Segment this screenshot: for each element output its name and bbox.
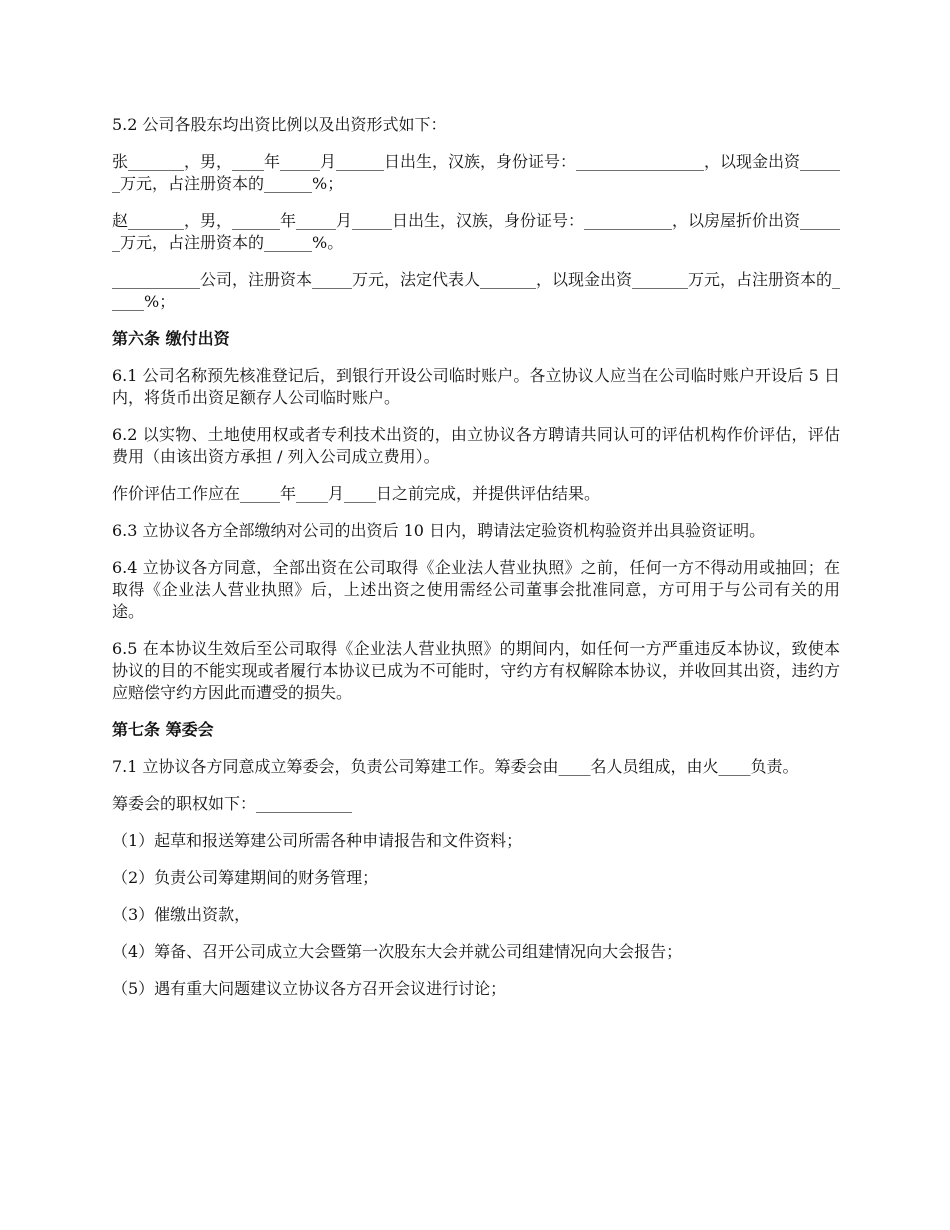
clause-6-1: 6.1 公司名称预先核准登记后，到银行开设公司临时账户。各立协议人应当在公司临时账户开设后 5 日内，将货币出资足额存人公司临时账户。 — [112, 366, 840, 407]
article-6-heading: 第六条 缴付出资 — [112, 329, 230, 348]
valuation-deadline: 作价评估工作应在_____年____月____日之前完成，并提供评估结果。 — [112, 484, 601, 503]
committee-powers-intro: 筹委会的职权如下：____________ — [112, 794, 353, 813]
committee-power-2: （2）负责公司筹建期间的财务管理； — [112, 868, 379, 887]
committee-power-5: （5）遇有重大问题建议立协议各方召开会议进行讨论； — [112, 979, 507, 998]
clause-6-4: 6.4 立协议各方同意，全部出资在公司取得《企业法人营业执照》之前，任何一方不得动用或抽回；在取得《企业法人营业执照》后，上述出资之使用需经公司董事会批准同意，方可用于与公司有关的用途。 — [112, 558, 840, 621]
clause-7-1: 7.1 立协议各方同意成立筹委会，负责公司筹建工作。筹委会由____名人员组成，由火____负责。 — [112, 757, 799, 776]
article-7-heading: 第七条 筹委会 — [112, 720, 214, 739]
shareholder-zhang: 张_______，男，____年_____月______日出生，汉族，身份证号：________________，以现金出资______万元，占注册资本的______%； — [112, 152, 841, 193]
clause-6-2: 6.2 以实物、土地使用权或者专利技术出资的，由立协议各方聘请共同认可的评估机构作价评估，评估费用（由该出资方承担 / 列入公司成立费用）。 — [112, 425, 840, 466]
committee-power-4: （4）筹备、召开公司成立大会暨第一次股东大会并就公司组建情况向大会报告； — [112, 942, 683, 961]
shareholder-company: ___________公司，注册资本_____万元，法定代表人_______，以现金出资_______万元，占注册资本的_____%； — [112, 270, 841, 311]
clause-5-2-intro: 5.2 公司各股东均出资比例以及出资形式如下： — [112, 115, 447, 134]
document-page — [112, 114, 840, 1015]
clause-6-5: 6.5 在本协议生效后至公司取得《企业法人营业执照》的期间内，如任何一方严重违反本协议，致使本协议的目的不能实现或者履行本协议已成为不可能时，守约方有权解除本协议，并收回其出资，违约方应赔偿守约方因此而遭受的损失。 — [112, 639, 840, 702]
shareholder-zhao: 赵_______，男，______年_____月_____日出生，汉族，身份证号：___________，以房屋折价出资______万元，占注册资本的______%。 — [112, 211, 841, 252]
committee-power-3: （3）催缴出资款， — [112, 905, 251, 924]
committee-power-1: （1）起草和报送筹建公司所需各种申请报告和文件资料； — [112, 831, 523, 850]
clause-6-3: 6.3 立协议各方全部缴纳对公司的出资后 10 日内，聘请法定验资机构验资并出具验资证明。 — [112, 521, 766, 540]
